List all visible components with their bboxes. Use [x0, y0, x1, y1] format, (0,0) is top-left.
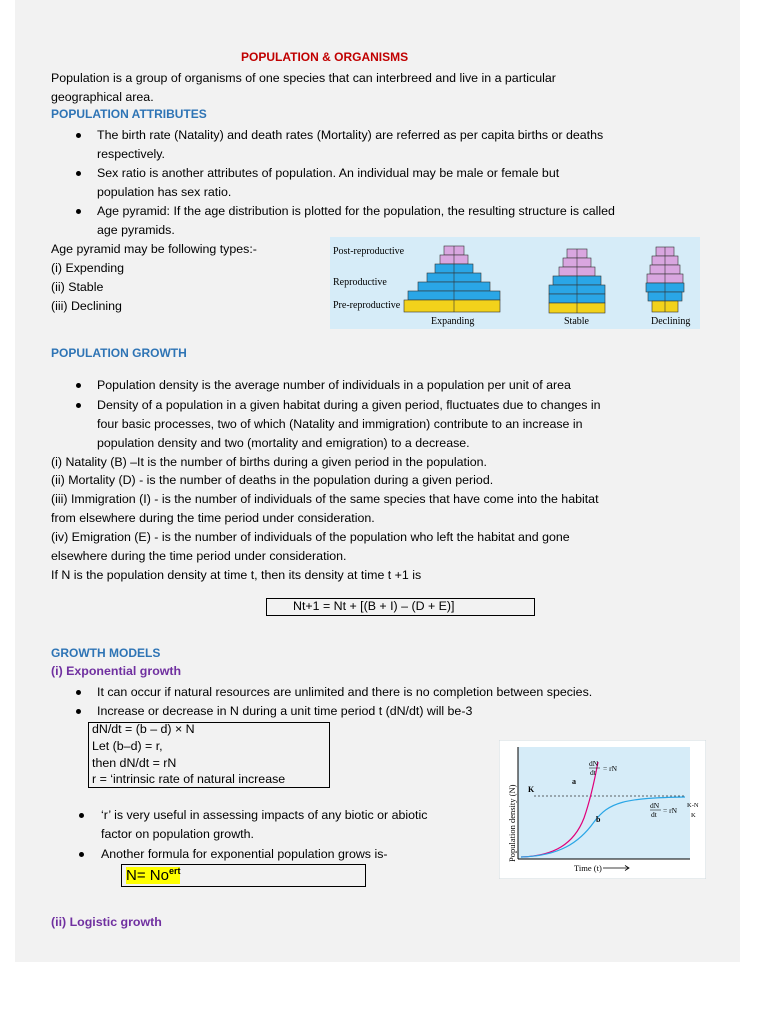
eq2-numerator: dN [650, 801, 660, 810]
attr-b3-line1: Age pyramid: If the age distribution is plotted for the population, the resulting structure is called [97, 204, 615, 218]
eq-line-4: r = ‘intrinsic rate of natural increase [92, 772, 286, 786]
page-title: POPULATION & ORGANISMS [241, 50, 409, 64]
growth-b2-line2: four basic processes, two of which (Natality and immigration) contribute to an increase in [97, 417, 583, 431]
models-heading: GROWTH MODELS [51, 646, 161, 660]
mortality-line: (ii) Mortality (D) - is the number of deaths in the population during a given period. [51, 473, 494, 487]
eq-line-1: dN/dt = (b – d) × N [92, 722, 195, 736]
bullet [76, 709, 81, 714]
models-b1: It can occur if natural resources are unlimited and there is no completion between species. [97, 685, 593, 699]
immigration-line-1: (iii) Immigration (I) - is the number of individuals of the same species that have come into the habitat [51, 492, 599, 506]
density-formula: Nt+1 = Nt + [(B + I) – (D + E)] [293, 599, 455, 613]
bullet [76, 403, 81, 408]
age-pyramid-figure [330, 237, 700, 329]
label-post-reproductive: Post-reproductive [333, 246, 405, 257]
exp-formula-exponent: ert [168, 866, 181, 876]
eq2-inner-denominator: K [691, 812, 696, 819]
emigration-line-1: (iv) Emigration (E) - is the number of individuals of the population who left the habitat and gone [51, 530, 570, 544]
exponential-heading: (i) Exponential growth [51, 664, 182, 678]
eq2-inner-numerator: K-N [687, 802, 699, 809]
logistic-heading: (ii) Logistic growth [51, 915, 162, 929]
pyramid-declining [646, 247, 684, 312]
attr-b2-line2: population has sex ratio. [97, 185, 232, 199]
eq1-rhs: = rN [603, 764, 618, 773]
eq2-denominator: dt [651, 810, 657, 819]
eq-line-3: then dN/dt = rN [92, 756, 177, 770]
intro-line-1: Population is a group of organisms of one species that can interbreed and live in a particular [51, 71, 556, 85]
curve-a-label: a [572, 777, 576, 786]
bullet [76, 209, 81, 214]
attr-b2-line1: Sex ratio is another attributes of population. An individual may be male or female but [97, 166, 560, 180]
bullet [76, 383, 81, 388]
eq-line-2: Let (b–d) = r, [92, 739, 163, 753]
attr-b1-line2: respectively. [97, 147, 165, 161]
natality-line: (i) Natality (B) –It is the number of births during a given period in the population. [51, 455, 487, 469]
models-b3-line1: ‘r’ is very useful in assessing impacts of any biotic or abiotic [101, 808, 428, 822]
eq1-numerator: dN [589, 759, 599, 768]
exp-formula-base: N= No [126, 867, 169, 884]
growth-b2-line3: population density and two (mortality and emigration) to a decrease. [97, 436, 470, 450]
caption-stable: Stable [564, 316, 589, 327]
growth-b2-line1: Density of a population in a given habitat during a given period, fluctuates due to changes in [97, 398, 601, 412]
y-axis-label: Population density (N) [507, 784, 517, 862]
eq2-rhs: = rN [663, 806, 678, 815]
models-b3-line2: factor on population growth. [101, 827, 254, 841]
curve-b-label: b [596, 815, 601, 824]
density-intro-line: If N is the population density at time t, then its density at time t +1 is [51, 568, 422, 582]
attr-b1-line1: The birth rate (Natality) and death rates (Mortality) are referred as per capita births or deaths [97, 128, 604, 142]
pyramid-type-2: (ii) Stable [51, 280, 104, 294]
pyramid-type-3: (iii) Declining [51, 299, 122, 313]
bullet [76, 690, 81, 695]
eq1-denominator: dt [590, 768, 596, 777]
bullet [76, 133, 81, 138]
growth-curve-figure [499, 740, 706, 879]
caption-expanding: Expanding [431, 316, 475, 327]
bullet [79, 852, 84, 857]
growth-b1: Population density is the average number of individuals in a population per unit of area [97, 378, 571, 392]
immigration-line-2: from elsewhere during the time period under consideration. [51, 511, 375, 525]
models-b2: Increase or decrease in N during a unit time period t (dN/dt) will be-3 [97, 704, 473, 718]
k-label: K [528, 785, 535, 794]
intro-line-2: geographical area. [51, 90, 154, 104]
emigration-line-2: elsewhere during the time period under consideration. [51, 549, 347, 563]
models-b4: Another formula for exponential population grows is- [101, 847, 388, 861]
label-reproductive: Reproductive [333, 277, 387, 288]
x-axis-label: Time (t) [574, 863, 602, 873]
exp-formula [126, 866, 180, 885]
attr-b3-line2: age pyramids. [97, 223, 175, 237]
label-pre-reproductive: Pre-reproductive [333, 300, 401, 311]
growth-heading: POPULATION GROWTH [51, 346, 187, 360]
pyramid-types-heading: Age pyramid may be following types:- [51, 242, 257, 256]
attributes-heading: POPULATION ATTRIBUTES [51, 107, 207, 121]
bullet [79, 813, 84, 818]
pyramid-type-1: (i) Expending [51, 261, 125, 275]
caption-declining: Declining [651, 316, 691, 327]
bullet [76, 171, 81, 176]
